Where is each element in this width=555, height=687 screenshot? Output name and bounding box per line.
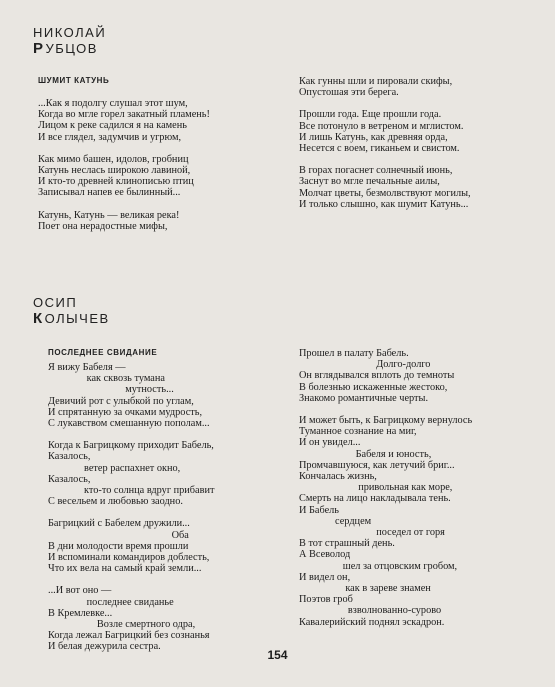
poem-line: И он увидел... — [299, 437, 361, 449]
poem-line: Прошли года. Еще прошли года. — [299, 109, 442, 121]
stanza — [38, 210, 210, 232]
poem-line: Кавалерийский поднял эскадрон. — [299, 616, 445, 628]
poem-line: Знакомо романтичные черты. — [299, 392, 429, 404]
stanza — [48, 362, 214, 429]
poem-line: Лицом к реке садился я на камень — [38, 120, 187, 132]
poem-line: Казалось, — [48, 473, 91, 485]
poem-line: Когда во мгле горел закатный пламень! — [38, 109, 210, 121]
poem-line: ...Как я подолгу слушал этот шум, — [38, 98, 188, 109]
poem-line: И белая дежурила сестра. — [48, 641, 161, 653]
author-last-name-rest: ОЛЫЧЕВ — [44, 311, 110, 326]
author-last-name — [33, 311, 110, 327]
poem-line: Оба — [48, 529, 189, 541]
poem-line: Девичий рот с улыбкой по углам, — [48, 395, 194, 407]
poem-line: В Кремлевке... — [48, 607, 113, 619]
poem-line: сердцем — [299, 515, 372, 527]
poem-line: Несется с воем, гиканьем и свистом. — [299, 143, 460, 155]
poem-line: И вспоминали командиров доблесть, — [48, 552, 210, 564]
stanza — [299, 165, 471, 210]
stanza — [299, 415, 472, 628]
poem-1-left-column — [38, 98, 210, 232]
poem-line: Багрицкий с Бабелем дружили... — [48, 518, 190, 530]
poem-line: Я вижу Бабеля — — [48, 362, 126, 373]
stanza — [48, 585, 214, 652]
poem-2-right-column — [299, 348, 472, 628]
poem-line: И Бабель — [299, 504, 340, 516]
poem-line: И видел он, — [299, 571, 351, 583]
poem-title-shumit-katun: ШУМИТ КАТУНЬ — [38, 76, 110, 85]
stanza — [299, 348, 472, 404]
stanza — [299, 76, 471, 98]
page-number: 154 — [267, 648, 288, 662]
poem-line: И лишь Катунь, как древняя орда, — [299, 131, 448, 143]
poem-1-right-column — [299, 76, 471, 210]
poem-line: Что их вела на самый край земли... — [48, 563, 202, 575]
poem-line: А Всеволод — [299, 549, 351, 561]
poem-line: И все глядел, задумчив и угрюм, — [38, 131, 182, 143]
author-initial: Р — [33, 40, 45, 57]
poem-line: Промчавшуюся, как летучий бриг... — [299, 459, 455, 471]
stanza — [38, 154, 210, 199]
poem-line: Молчат цветы, безмолвствуют могилы, — [299, 187, 471, 199]
author-initial: К — [33, 310, 44, 327]
poem-line: Катунь, Катунь — великая река! — [38, 209, 180, 221]
poem-2-left-column — [48, 362, 214, 653]
poem-line: Возле смертного одра, — [48, 619, 196, 631]
poem-line: Туманное сознание на миг, — [299, 426, 417, 438]
poem-line: Он вглядывался вплоть до темноты — [299, 370, 455, 382]
poem-line: Прошел в палату Бабель. — [299, 348, 409, 359]
poem-line: Бабеля и юность, — [299, 448, 432, 460]
poem-line: И только слышно, как шумит Катунь... — [299, 198, 469, 210]
poem-line: поседел от горя — [299, 527, 445, 539]
poem-line: Все потонуло в ветреном и мглистом. — [299, 120, 464, 132]
poem-line: В болезнью искаженные жестоко, — [299, 381, 448, 393]
poem-line: И спрятанную за очками мудрость, — [48, 406, 203, 418]
poem-line: В горах погаснет солнечный июнь, — [299, 165, 453, 177]
poem-line: Как гунны шли и пировали скифы, — [299, 76, 453, 87]
author-last-name — [33, 41, 106, 57]
author-first-name: ОСИП — [33, 295, 78, 310]
poem-line: И кто-то древней клинописью птиц — [38, 176, 194, 188]
poem-line: взволнованно-сурово — [299, 605, 442, 617]
poem-line: В дни молодости время прошли — [48, 540, 189, 552]
poem-line: Как мимо башен, идолов, гробниц — [38, 153, 189, 165]
poem-line: Поет она нерадостные мифы, — [38, 220, 168, 232]
stanza — [48, 440, 214, 507]
poem-line: Казалось, — [48, 451, 91, 463]
poem-line: В тот страшный день. — [299, 538, 395, 550]
poem-line: Поэтов гроб — [299, 594, 353, 606]
poem-line: Смерть на лицо накладывала тень. — [299, 493, 451, 505]
poem-line: ...И вот оно — — [48, 585, 112, 597]
poem-line: последнее свиданье — [48, 596, 174, 608]
poem-line: С лукавством смешанную пополам... — [48, 418, 210, 430]
poem-line: как в зареве знамен — [299, 583, 431, 595]
author-heading-kolychev — [33, 295, 110, 327]
stanza — [48, 518, 214, 574]
poem-line: Заснут во мгле печальные аилы, — [299, 176, 440, 188]
poem-line: мутность... — [48, 384, 174, 396]
poem-line: Долго-долго — [299, 359, 431, 371]
poem-line: Кончалась жизнь, — [299, 471, 377, 483]
poem-title-poslednee-svidanie: ПОСЛЕДНЕЕ СВИДАНИЕ — [48, 348, 158, 357]
author-heading-rubtsov — [33, 25, 106, 57]
stanza — [299, 109, 471, 154]
poem-line: ветер распахнет окно, — [48, 462, 181, 474]
poem-line: И может быть, к Багрицкому вернулось — [299, 415, 473, 427]
stanza — [38, 98, 210, 143]
poem-line: Когда лежал Багрицкий без сознанья — [48, 630, 210, 642]
poem-line: С весельем и любовью заодно. — [48, 496, 183, 508]
poem-line: Когда к Багрицкому приходит Бабель, — [48, 440, 214, 452]
poem-line: привольная как море, — [299, 482, 453, 494]
poem-line: шел за отцовским гробом, — [299, 560, 458, 572]
author-last-name-rest: УБЦОВ — [45, 41, 98, 56]
author-first-name: НИКОЛАЙ — [33, 25, 107, 40]
poem-line: Записывал напев ее былинный... — [38, 187, 181, 199]
poem-line: кто-то солнца вдруг прибавит — [48, 485, 215, 497]
poem-line: Опустошая эти берега. — [299, 87, 399, 99]
poem-line: Катунь неслась широкою лавиной, — [38, 165, 191, 177]
poem-line: как сквозь тумана — [48, 373, 165, 385]
